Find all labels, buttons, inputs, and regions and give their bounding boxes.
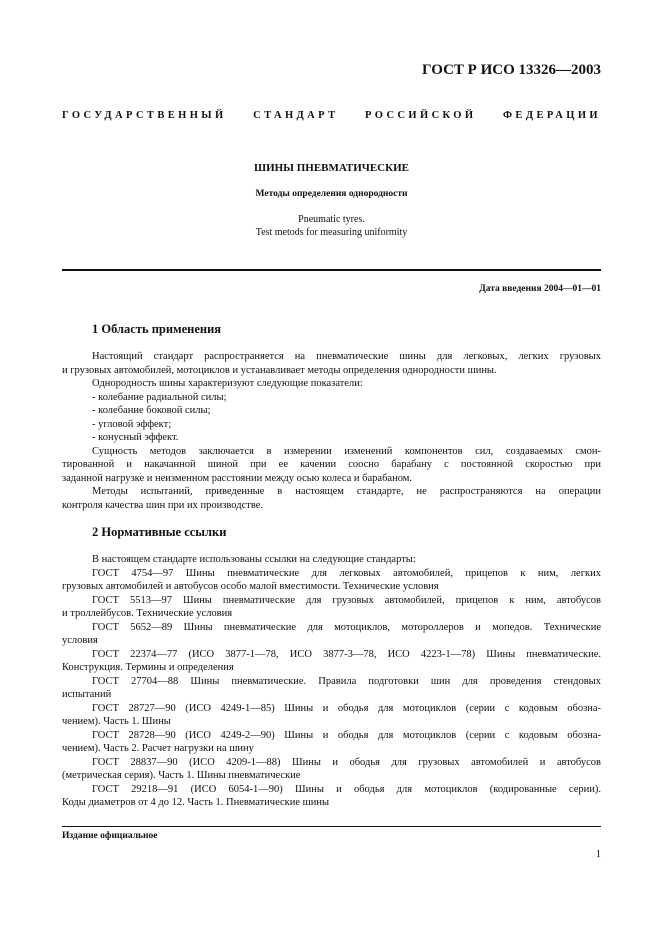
text-line: Коды диаметров от 4 до 12. Часть 1. Пневматические шины [62,797,330,808]
text-line: контроля качества шин при их производстве. [62,499,263,511]
text-line: ГОСТ 4754—97 Шины пневматические для легковых автомобилей, прицепов к ним, легких [92,567,601,579]
text-line: ГОСТ 28837—90 (ИСО 4209-1—88) Шины и ободья для грузовых автомобилей и автобусов [92,756,601,768]
text-line: чением). Часть 1. Шины [62,716,171,727]
text-line: Сущность методов заключается в измерении изменений компонентов сил, создаваемых смон- [92,445,601,457]
text-line: ГОСТ 22374—77 (ИСО 3877-1—78, ИСО 3877-3—78, ИСО 4223-1—78) Шины пневматические. [92,648,601,660]
section-1-body [62,350,601,512]
list-item: - угловой эффект; [92,418,172,430]
page-number: 1 [595,849,601,860]
text-line: ГОСТ 28728—90 (ИСО 4249-2—90) Шины и ободья для мотоциклов (серии с кодовым обозна- [92,729,601,741]
text-line: чением). Часть 2. Расчет нагрузки на шину [62,743,254,754]
section-1-heading: 1 Область применения [92,322,222,336]
text-line: Методы испытаний, приведенные в настоящем стандарте, не распространяются на операции [92,486,601,497]
text-line: ГОСТ 29218—91 (ИСО 6054-1—90) Шины и ободья для мотоциклов (кодированные серии). [92,783,601,795]
text-line: тированной и накачанной шиной при ее качении соосно барабану с постоянной скоростью при [62,459,601,470]
list-item: - колебание боковой силы; [92,405,211,416]
text-line: В настоящем стандарте использованы ссылки на следующие стандарты: [92,554,416,565]
text-line: Конструкция. Термины и определения [62,662,234,673]
text-line: и троллейбусов. Технические условия [62,608,233,619]
text-line: и грузовых автомобилей, мотоциклов и устанавливает методы определения однородности шины. [62,364,497,376]
text-line: грузовых автомобилей и автобусов особо малой вместимости. Технические условия [62,581,439,592]
header-divider [62,269,601,271]
english-title [62,213,601,239]
text-line: ГОСТ 5513—97 Шины пневматические для грузовых автомобилей, прицепов к ним, автобусов [92,594,601,606]
text-line: условия [62,635,98,646]
text-line: (метрическая серия). Часть 1. Шины пневматические [62,770,301,781]
document-subtitle: Методы определения однородности [255,189,408,199]
text-line: ГОСТ 27704—88 Шины пневматические. Правила подготовки шин для проведения стендовых [92,675,601,687]
text-line: ГОСТ 28727—90 (ИСО 4249-1—85) Шины и ободья для мотоциклов (серии с кодовым обозна- [92,702,601,714]
text-line: испытаний [62,689,112,700]
list-item: - колебание радиальной силы; [92,391,227,403]
introduction-date: Дата введения 2004—01—01 [479,284,601,294]
section-2-body [62,553,601,810]
english-title-line: Pneumatic tyres. [298,214,365,225]
english-title-line: Test metods for measuring uniformity [255,227,408,238]
list-item: - конусный эффект. [92,432,179,443]
text-line: Однородность шины характеризуют следующие показатели: [92,378,363,389]
state-standard-banner: ГОСУДАРСТВЕННЫЙ СТАНДАРТ РОССИЙСКОЙ ФЕДЕРАЦИИ [62,110,601,121]
gost-number: ГОСТ Р ИСО 13326—2003 [422,62,601,78]
footer-divider [62,826,601,827]
section-2-heading: 2 Нормативные ссылки [92,525,227,539]
text-line: Настоящий стандарт распространяется на пневматические шины для легковых, легких грузовых [92,351,601,362]
document-title: ШИНЫ ПНЕВМАТИЧЕСКИЕ [253,162,409,174]
official-edition-label: Издание официальное [62,831,158,841]
text-line: заданной нагрузке и неизменном расстоянии между осью колеса и барабаном. [62,472,413,484]
text-line: ГОСТ 5652—89 Шины пневматические для мотоциклов, мотороллеров и мопедов. Технические [92,621,601,633]
